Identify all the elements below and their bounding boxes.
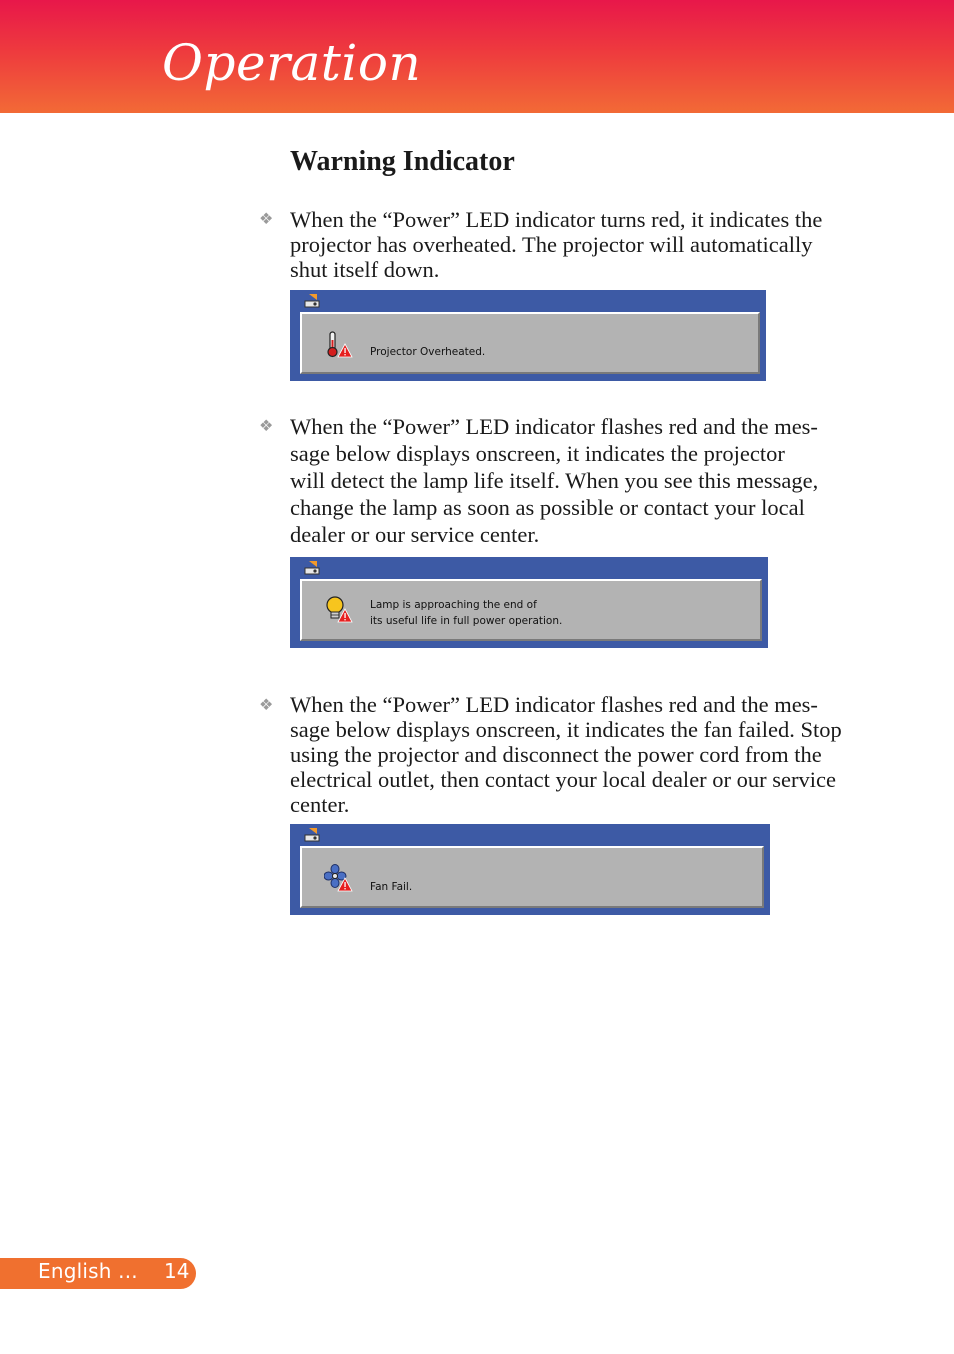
dialog-body: [300, 846, 764, 908]
page-title: Operation: [162, 34, 422, 92]
text-line: shut itself down.: [290, 257, 440, 282]
text-line: projector has overheated. The projector will automatically: [290, 232, 813, 257]
text-line: When the “Power” LED indicator turns red, it indicates the: [290, 207, 823, 232]
page-number: 14: [164, 1259, 190, 1283]
message-line: its useful life in full power operation.: [370, 615, 563, 627]
text-line: sage below displays onscreen, it indicates the projector: [290, 441, 785, 466]
paragraph-fan: [290, 692, 905, 817]
text-line: dealer or our service center.: [290, 522, 540, 547]
text-line: electrical outlet, then contact your local dealer or our service: [290, 767, 836, 792]
dialog-lamp-warning: [290, 557, 768, 648]
text-line: change the lamp as soon as possible or contact your local: [290, 495, 805, 520]
dialog-body: [300, 579, 762, 641]
dialog-message: [370, 879, 412, 895]
message-line: Projector Overheated.: [370, 346, 486, 358]
fan-icon: [324, 864, 354, 894]
paragraph-overheat: [290, 207, 905, 282]
projector-icon: [303, 827, 321, 843]
bullet-diamond-icon: ❖: [259, 416, 274, 435]
text-line: center.: [290, 792, 350, 817]
text-line: When the “Power” LED indicator flashes red and the mes-: [290, 692, 818, 717]
dialog-fan-fail: [290, 824, 770, 915]
dialog-overheated: [290, 290, 766, 381]
dialog-message: [370, 344, 485, 360]
text-line: sage below displays onscreen, it indicates the fan failed. Stop: [290, 717, 842, 742]
thermometer-icon: [324, 330, 354, 360]
lamp-bulb-icon: [324, 595, 354, 625]
bullet-diamond-icon: ❖: [259, 209, 274, 228]
message-line: Fan Fail.: [370, 881, 413, 893]
footer-language: English ...: [38, 1259, 138, 1283]
projector-icon: [303, 560, 321, 576]
text-line: using the projector and disconnect the power cord from the: [290, 742, 822, 767]
bullet-diamond-icon: ❖: [259, 695, 274, 714]
dialog-body: [300, 312, 760, 374]
section-title: Warning Indicator: [290, 146, 515, 177]
dialog-message: [370, 597, 562, 629]
message-line: Lamp is approaching the end of: [370, 599, 537, 611]
text-line: will detect the lamp life itself. When you see this message,: [290, 468, 819, 493]
projector-icon: [303, 293, 321, 309]
paragraph-lamp: [290, 413, 905, 548]
page-header: [0, 0, 954, 113]
text-line: When the “Power” LED indicator flashes red and the mes-: [290, 414, 818, 439]
